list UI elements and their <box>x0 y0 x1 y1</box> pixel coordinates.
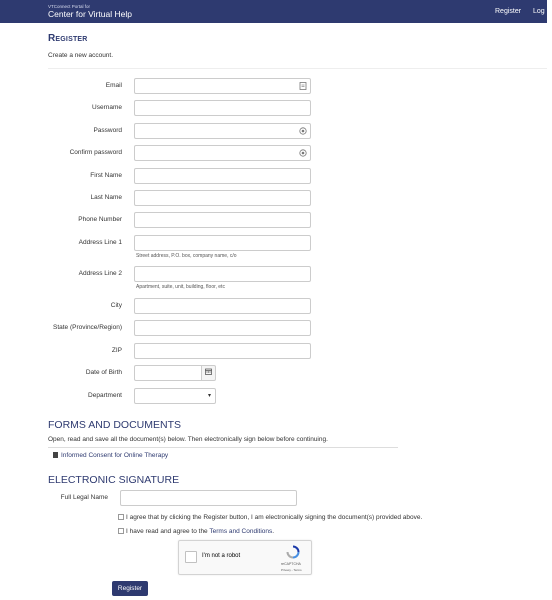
state-field[interactable] <box>134 320 311 336</box>
username-field[interactable] <box>134 100 311 116</box>
confirm-password-field[interactable] <box>134 145 311 161</box>
file-icon <box>53 452 58 458</box>
first-name-field[interactable] <box>134 168 311 184</box>
agree-sign-checkbox[interactable] <box>118 514 124 520</box>
address1-field[interactable] <box>134 235 311 251</box>
page-subtitle: Create a new account. <box>48 52 114 59</box>
terms-link[interactable]: Terms and Conditions <box>209 528 273 535</box>
agree-terms-suffix: . <box>272 528 275 535</box>
last-name-field[interactable] <box>134 190 311 206</box>
address2-label: Address Line 2 <box>78 270 122 277</box>
password-field[interactable] <box>134 123 311 139</box>
password-label: Password <box>93 127 122 134</box>
dob-field[interactable] <box>134 365 202 381</box>
recaptcha-label: I'm not a robot <box>202 553 241 559</box>
document-link[interactable] <box>53 452 168 459</box>
calendar-icon <box>205 369 212 376</box>
full-name-field[interactable] <box>120 490 297 506</box>
forms-heading: FORMS AND DOCUMENTS <box>48 419 182 431</box>
agree-terms-checkbox[interactable] <box>118 528 124 534</box>
document-link-text[interactable]: Informed Consent for Online Therapy <box>61 452 169 459</box>
city-label: City <box>110 302 122 309</box>
full-name-label: Full Legal Name <box>60 494 108 501</box>
address1-label: Address Line 1 <box>78 239 122 246</box>
contact-card-icon <box>299 82 307 90</box>
forms-instructions: Open, read and save all the document(s) below. Then electronically sign below before continuing. <box>48 436 328 443</box>
brand-title[interactable]: Center for Virtual Help <box>48 9 132 19</box>
recaptcha-logo-icon <box>286 545 300 559</box>
divider <box>48 68 547 69</box>
address2-field[interactable] <box>134 266 311 282</box>
address1-help: Street address, P.O. box, company name, c/o <box>136 253 237 259</box>
eye-icon[interactable] <box>299 127 307 135</box>
nav-login-link[interactable]: Log in <box>533 8 552 15</box>
email-label: Email <box>105 82 122 89</box>
page-title: Register <box>48 33 88 44</box>
calendar-button[interactable] <box>202 365 216 381</box>
zip-label: ZIP <box>111 347 122 354</box>
phone-field[interactable] <box>134 212 311 228</box>
zip-field[interactable] <box>134 343 311 359</box>
recaptcha-widget <box>178 540 312 575</box>
department-label: Department <box>88 392 122 399</box>
email-field[interactable] <box>134 78 311 94</box>
confirm-password-label: Confirm password <box>69 149 122 156</box>
recaptcha-terms[interactable]: Privacy - Terms <box>281 568 302 572</box>
phone-label: Phone Number <box>78 216 122 223</box>
caret-down-icon: ▾ <box>207 393 211 399</box>
brand-tagline: VTConnect Portal for <box>48 4 91 9</box>
last-name-label: Last Name <box>90 194 122 201</box>
register-button[interactable]: Register <box>112 581 148 596</box>
dob-picker <box>134 365 216 381</box>
eye-icon[interactable] <box>299 149 307 157</box>
first-name-label: First Name <box>90 172 122 179</box>
top-navbar <box>0 0 552 23</box>
state-label: State (Province/Region) <box>52 324 122 331</box>
recaptcha-brand: reCAPTCHA <box>281 562 301 566</box>
agree-sign-label: I agree that by clicking the Register button, I am electronically signing the document(s) provided above. <box>126 514 423 521</box>
username-label: Username <box>92 104 122 111</box>
dob-label: Date of Birth <box>85 369 122 376</box>
divider <box>48 447 398 448</box>
recaptcha-checkbox[interactable] <box>185 551 197 563</box>
agree-terms-label <box>126 528 274 535</box>
agree-terms-prefix: I have read and agree to the <box>126 528 210 535</box>
address2-help: Apartment, suite, unit, building, floor, etc <box>136 284 225 290</box>
nav-register-link[interactable]: Register <box>495 8 522 15</box>
city-field[interactable] <box>134 298 311 314</box>
department-select[interactable] <box>134 388 216 404</box>
signature-heading: ELECTRONIC SIGNATURE <box>48 474 180 486</box>
